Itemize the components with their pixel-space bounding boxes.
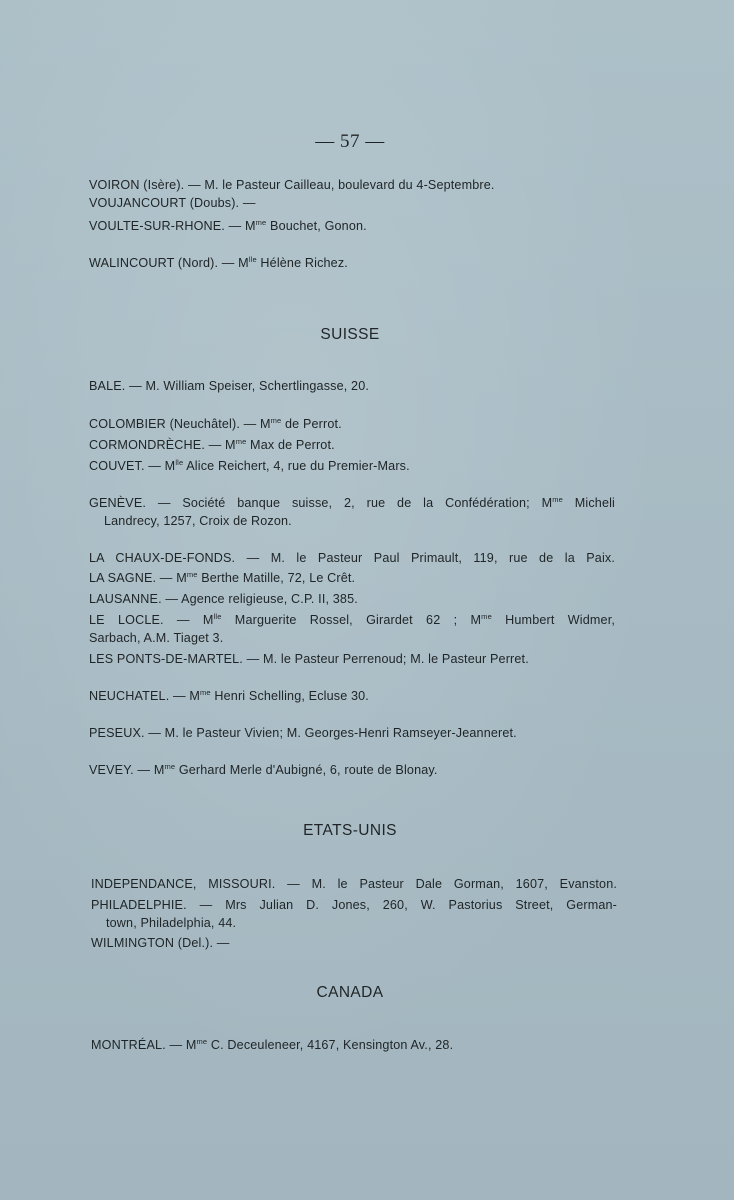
entry-le-locle-line-2: Sarbach, A.M. Tiaget 3. (89, 631, 224, 645)
entry-la-sagne: LA SAGNE. — $M^{me}$ Berthe Matille, 72, Le Crêt. (89, 570, 356, 585)
entry-couvet: COUVET. — $M^{lle}$ Alice Reichert, 4, rue du Premier-Mars. (89, 458, 410, 473)
entry-peseux: PESEUX. — M. le Pasteur Vivien; M. Georges-Henri Ramseyer-Jeanneret. (89, 726, 517, 740)
entry-lausanne: LAUSANNE. — Agence religieuse, C.P. II, 385. (89, 592, 358, 606)
entry-neuchatel: NEUCHATEL. — $M^{me}$ Henri Schelling, Ecluse 30. (89, 688, 369, 703)
entry-voiron: VOIRON (Isère). — M. le Pasteur Cailleau, boulevard du 4-Septembre. (89, 178, 495, 192)
entry-geneve-line-1: GENÈVE. — Société banque suisse, 2, rue de la Confédération; $M^{me}$ Micheli (89, 495, 615, 510)
section-heading-etats-unis: ETATS-UNIS (303, 822, 397, 839)
entry-philadelphie-line-1: PHILADELPHIE. — Mrs Julian D. Jones, 260, W. Pastorius Street, German- (91, 898, 617, 912)
entry-colombier: COLOMBIER (Neuchâtel). — $M^{me}$ de Perrot. (89, 416, 342, 431)
section-heading-canada: CANADA (316, 984, 384, 1001)
entry-chaux-de-fonds: LA CHAUX-DE-FONDS. — M. le Pasteur Paul Primault, 119, rue de la Paix. (89, 551, 615, 565)
entry-voujancourt: VOUJANCOURT (Doubs). — (89, 196, 256, 210)
entry-voulte-sur-rhone: VOULTE-SUR-RHONE. — $M^{me}$ Bouchet, Gonon. (89, 218, 367, 233)
entry-les-ponts-de-martel: LES PONTS-DE-MARTEL. — M. le Pasteur Perrenoud; M. le Pasteur Perret. (89, 652, 529, 666)
entry-philadelphie-line-2: town, Philadelphia, 44. (106, 916, 237, 930)
entry-bale: BALE. — M. William Speiser, Schertlingasse, 20. (89, 379, 370, 393)
entry-vevey: VEVEY. — $M^{me}$ Gerhard Merle d'Aubigné, 6, route de Blonay. (89, 762, 438, 777)
entry-walincourt: WALINCOURT (Nord). — $M^{lle}$ Hélène Richez. (89, 255, 348, 270)
entry-le-locle-line-1: LE LOCLE. — $M^{lle}$ Marguerite Rossel, Girardet 62 ; $M^{me}$ Humbert Widmer, (89, 612, 615, 627)
entry-wilmington: WILMINGTON (Del.). — (91, 936, 230, 950)
page-number: — 57 — (315, 131, 385, 152)
entry-cormondreche: CORMONDRÈCHE. — $M^{me}$ Max de Perrot. (89, 437, 335, 452)
entry-montreal: MONTRÉAL. — $M^{me}$ C. Deceuleneer, 4167, Kensington Av., 28. (91, 1037, 454, 1052)
entry-independance: INDEPENDANCE, MISSOURI. — M. le Pasteur Dale Gorman, 1607, Evanston. (91, 877, 617, 891)
section-heading-suisse: SUISSE (320, 326, 380, 343)
entry-geneve-line-2: Landrecy, 1257, Croix de Rozon. (104, 514, 292, 528)
